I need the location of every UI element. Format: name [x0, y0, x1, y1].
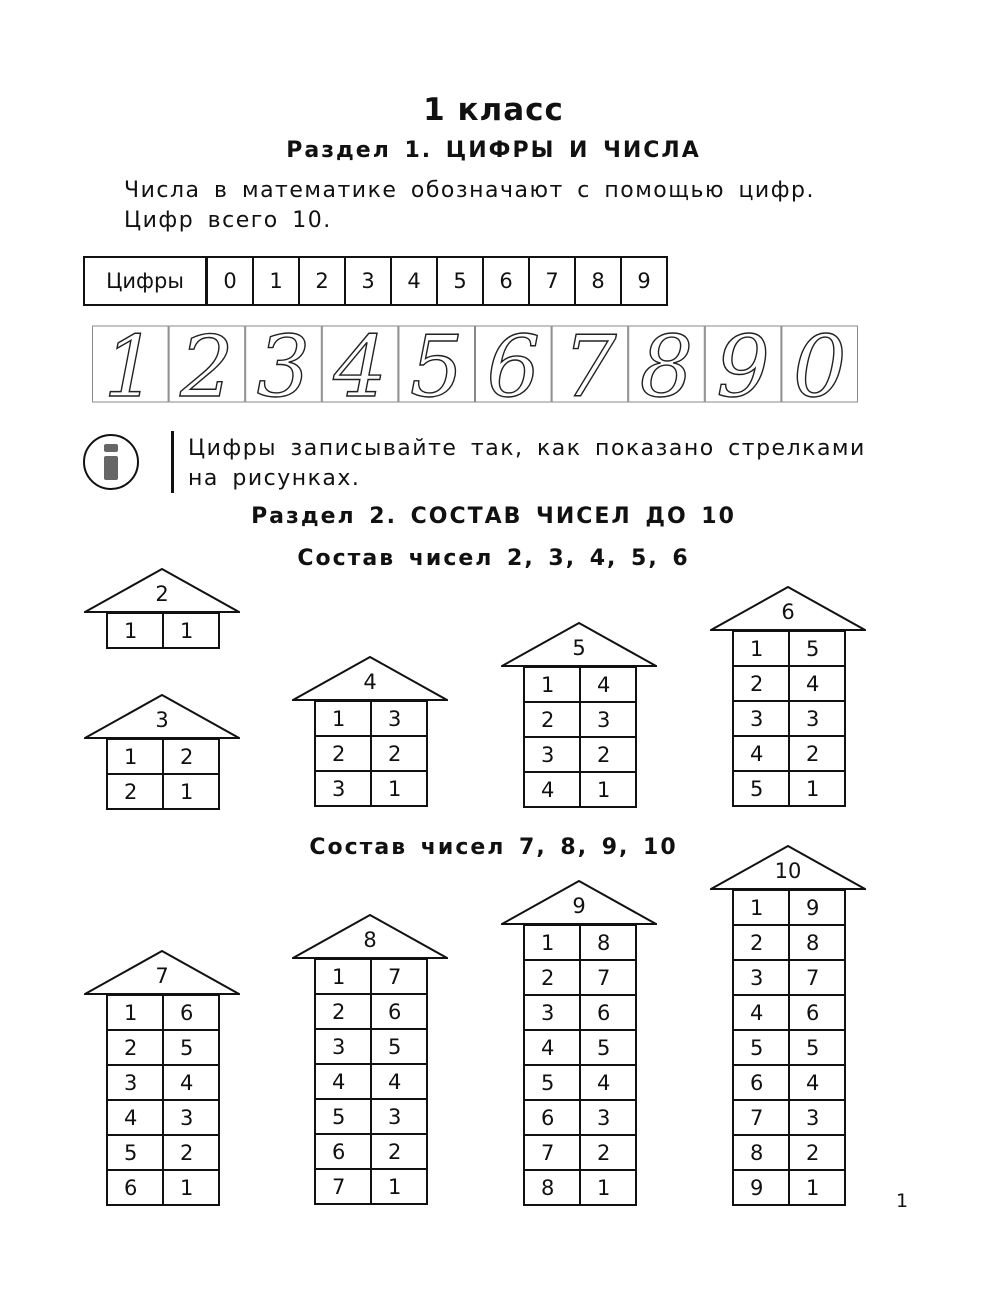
house-row [315, 1064, 427, 1099]
house-number: 7 [155, 964, 169, 988]
handwriting-digit: 3 [256, 324, 311, 404]
house-cell: 5 [580, 1030, 636, 1065]
handwriting-digit: 9 [716, 324, 770, 404]
house-cell: 1 [315, 959, 371, 994]
house-cell: 2 [524, 702, 580, 737]
house-number: 4 [363, 670, 377, 694]
house-row [315, 994, 427, 1029]
house-cell: 3 [315, 1029, 371, 1064]
digit-cell: 8 [575, 257, 621, 305]
house-cell: 1 [524, 925, 580, 960]
house-cell: 4 [107, 1100, 163, 1135]
house-cell: 4 [524, 1030, 580, 1065]
house-cell: 6 [580, 995, 636, 1030]
house-cell: 2 [371, 736, 427, 771]
grade-title: 1 класс [423, 92, 564, 128]
digit-cell: 0 [207, 257, 254, 305]
house-cell: 2 [163, 1135, 219, 1170]
house-cell: 1 [733, 631, 789, 666]
house-cell: 2 [107, 774, 163, 809]
house-cell: 3 [733, 701, 789, 736]
house-row [733, 995, 845, 1030]
number-house-6 [710, 586, 866, 801]
house-row [107, 774, 219, 809]
digit-cell: 9 [621, 257, 667, 305]
house-grid [314, 958, 428, 1205]
house-row [733, 1100, 845, 1135]
house-cell: 2 [580, 737, 636, 772]
house-cell: 3 [789, 701, 845, 736]
house-cell: 2 [789, 736, 845, 771]
house-cell: 8 [524, 1170, 580, 1205]
house-row [315, 736, 427, 771]
house-cell: 5 [163, 1030, 219, 1065]
house-cell: 2 [107, 1030, 163, 1065]
house-row [524, 772, 636, 807]
house-cell: 4 [733, 995, 789, 1030]
handwriting-digit: 2 [180, 324, 234, 404]
house-row [315, 1099, 427, 1134]
house-cell: 3 [371, 701, 427, 736]
house-cell: 5 [524, 1065, 580, 1100]
house-row [107, 613, 219, 648]
house-row [107, 995, 219, 1030]
house-row [524, 1170, 636, 1205]
number-house-9 [501, 880, 657, 1200]
house-row [733, 771, 845, 806]
page-number: 1 [896, 1190, 909, 1212]
house-grid [106, 612, 220, 649]
handwriting-digit: 6 [486, 324, 541, 404]
house-cell: 1 [789, 771, 845, 806]
number-house-3 [84, 694, 240, 804]
house-cell: 1 [107, 995, 163, 1030]
house-cell: 1 [163, 1170, 219, 1205]
intro-line-2: Цифр всего 10. [124, 208, 332, 233]
house-row [315, 959, 427, 994]
house-cell: 5 [371, 1029, 427, 1064]
house-row [524, 702, 636, 737]
house-row [315, 1169, 427, 1204]
digit-cell: 7 [529, 257, 575, 305]
section-2-title: Раздел 2. СОСТАВ ЧИСЕЛ ДО 10 [251, 504, 736, 529]
house-row [315, 1134, 427, 1169]
house-row [315, 701, 427, 736]
house-cell: 5 [315, 1099, 371, 1134]
house-cell: 2 [315, 994, 371, 1029]
house-cell: 9 [733, 1170, 789, 1205]
house-cell: 1 [580, 1170, 636, 1205]
house-cell: 4 [733, 736, 789, 771]
digit-cell: 5 [437, 257, 483, 305]
house-cell: 5 [789, 1030, 845, 1065]
house-cell: 1 [580, 772, 636, 807]
house-cell: 3 [733, 960, 789, 995]
intro-paragraph [124, 176, 815, 236]
house-row [733, 631, 845, 666]
house-cell: 4 [789, 666, 845, 701]
digits-table [83, 256, 668, 306]
house-cell: 2 [371, 1134, 427, 1169]
house-row [524, 1065, 636, 1100]
house-cell: 8 [580, 925, 636, 960]
house-cell: 1 [107, 613, 163, 648]
info-divider [171, 431, 174, 493]
house-cell: 4 [580, 1065, 636, 1100]
house-cell: 1 [371, 771, 427, 806]
house-number: 3 [155, 708, 169, 732]
house-cell: 2 [163, 739, 219, 774]
house-number: 5 [572, 636, 586, 660]
house-row [733, 666, 845, 701]
house-cell: 7 [371, 959, 427, 994]
house-cell: 4 [789, 1065, 845, 1100]
handwriting-digit: 5 [409, 324, 464, 404]
number-house-10 [710, 845, 866, 1200]
house-grid [106, 738, 220, 810]
house-number: 10 [774, 859, 802, 883]
house-cell: 7 [315, 1169, 371, 1204]
house-grid [106, 994, 220, 1206]
house-row [733, 1170, 845, 1205]
house-cell: 1 [107, 739, 163, 774]
house-cell: 3 [524, 737, 580, 772]
handwriting-digit: 0 [792, 324, 847, 404]
handwriting-digits-strip [92, 324, 858, 404]
house-row [524, 737, 636, 772]
digit-cell: 1 [253, 257, 299, 305]
house-cell: 2 [733, 925, 789, 960]
house-cell: 3 [371, 1099, 427, 1134]
house-cell: 7 [789, 960, 845, 995]
house-cell: 3 [315, 771, 371, 806]
house-cell: 5 [733, 1030, 789, 1065]
number-house-2 [84, 568, 240, 643]
house-row [733, 736, 845, 771]
house-number: 8 [363, 928, 377, 952]
digit-cell: 4 [391, 257, 437, 305]
house-cell: 7 [733, 1100, 789, 1135]
house-cell: 5 [107, 1135, 163, 1170]
house-cell: 2 [580, 1135, 636, 1170]
house-cell: 4 [315, 1064, 371, 1099]
house-cell: 1 [163, 613, 219, 648]
digits-table-row [84, 257, 667, 305]
number-house-4 [292, 656, 448, 801]
house-cell: 2 [524, 960, 580, 995]
digit-cell: 6 [483, 257, 529, 305]
house-row [524, 995, 636, 1030]
house-row [733, 925, 845, 960]
house-grid [523, 666, 637, 808]
subsection-2-title: Состав чисел 7, 8, 9, 10 [309, 835, 678, 860]
house-row [733, 960, 845, 995]
house-cell: 2 [789, 1135, 845, 1170]
house-cell: 2 [733, 666, 789, 701]
house-cell: 1 [315, 701, 371, 736]
house-row [524, 1100, 636, 1135]
info-icon [83, 434, 139, 490]
house-cell: 3 [580, 702, 636, 737]
house-row [107, 1065, 219, 1100]
house-row [524, 1030, 636, 1065]
handwriting-digit: 4 [333, 324, 387, 404]
house-cell: 6 [789, 995, 845, 1030]
house-cell: 9 [789, 890, 845, 925]
house-row [107, 739, 219, 774]
house-cell: 4 [524, 772, 580, 807]
info-text [188, 434, 866, 494]
digits-table-label: Цифры [84, 257, 207, 305]
info-line-1: Цифры записывайте так, как показано стрелками [188, 436, 866, 461]
house-cell: 4 [163, 1065, 219, 1100]
number-house-5 [501, 622, 657, 802]
house-row [524, 960, 636, 995]
intro-line-1: Числа в математике обозначают с помощью цифр. [124, 178, 815, 203]
house-cell: 1 [371, 1169, 427, 1204]
house-row [733, 1065, 845, 1100]
house-row [733, 1135, 845, 1170]
digit-cell: 3 [345, 257, 391, 305]
house-row [107, 1170, 219, 1205]
house-cell: 6 [371, 994, 427, 1029]
house-cell: 1 [163, 774, 219, 809]
subsection-1-title: Состав чисел 2, 3, 4, 5, 6 [297, 546, 690, 571]
house-cell: 8 [733, 1135, 789, 1170]
house-cell: 3 [107, 1065, 163, 1100]
house-cell: 3 [524, 995, 580, 1030]
handwriting-digit: 8 [639, 324, 694, 404]
house-cell: 3 [580, 1100, 636, 1135]
house-cell: 6 [315, 1134, 371, 1169]
house-row [733, 890, 845, 925]
house-number: 9 [572, 894, 586, 918]
house-row [524, 925, 636, 960]
house-cell: 7 [524, 1135, 580, 1170]
number-house-7 [84, 950, 240, 1200]
house-number: 2 [155, 582, 169, 606]
house-cell: 1 [733, 890, 789, 925]
info-line-2: на рисунках. [188, 466, 361, 491]
house-row [733, 1030, 845, 1065]
house-row [107, 1030, 219, 1065]
house-cell: 6 [733, 1065, 789, 1100]
house-row [107, 1100, 219, 1135]
house-cell: 6 [524, 1100, 580, 1135]
house-cell: 5 [733, 771, 789, 806]
house-cell: 4 [371, 1064, 427, 1099]
house-cell: 7 [580, 960, 636, 995]
number-house-8 [292, 914, 448, 1199]
house-row [315, 1029, 427, 1064]
house-cell: 4 [580, 667, 636, 702]
house-grid [523, 924, 637, 1206]
house-cell: 3 [163, 1100, 219, 1135]
house-row [107, 1135, 219, 1170]
house-cell: 2 [315, 736, 371, 771]
digit-cell: 2 [299, 257, 345, 305]
handwriting-digit: 7 [563, 324, 617, 404]
handwriting-digit: 1 [103, 324, 158, 404]
house-number: 6 [781, 600, 795, 624]
house-cell: 1 [789, 1170, 845, 1205]
house-cell: 1 [524, 667, 580, 702]
house-row [315, 771, 427, 806]
house-cell: 3 [789, 1100, 845, 1135]
house-grid [732, 889, 846, 1206]
house-row [524, 667, 636, 702]
house-grid [732, 630, 846, 807]
house-cell: 5 [789, 631, 845, 666]
section-1-title: Раздел 1. ЦИФРЫ И ЧИСЛА [286, 138, 701, 163]
house-row [733, 701, 845, 736]
house-grid [314, 700, 428, 807]
house-cell: 6 [163, 995, 219, 1030]
house-cell: 6 [107, 1170, 163, 1205]
house-cell: 8 [789, 925, 845, 960]
house-row [524, 1135, 636, 1170]
